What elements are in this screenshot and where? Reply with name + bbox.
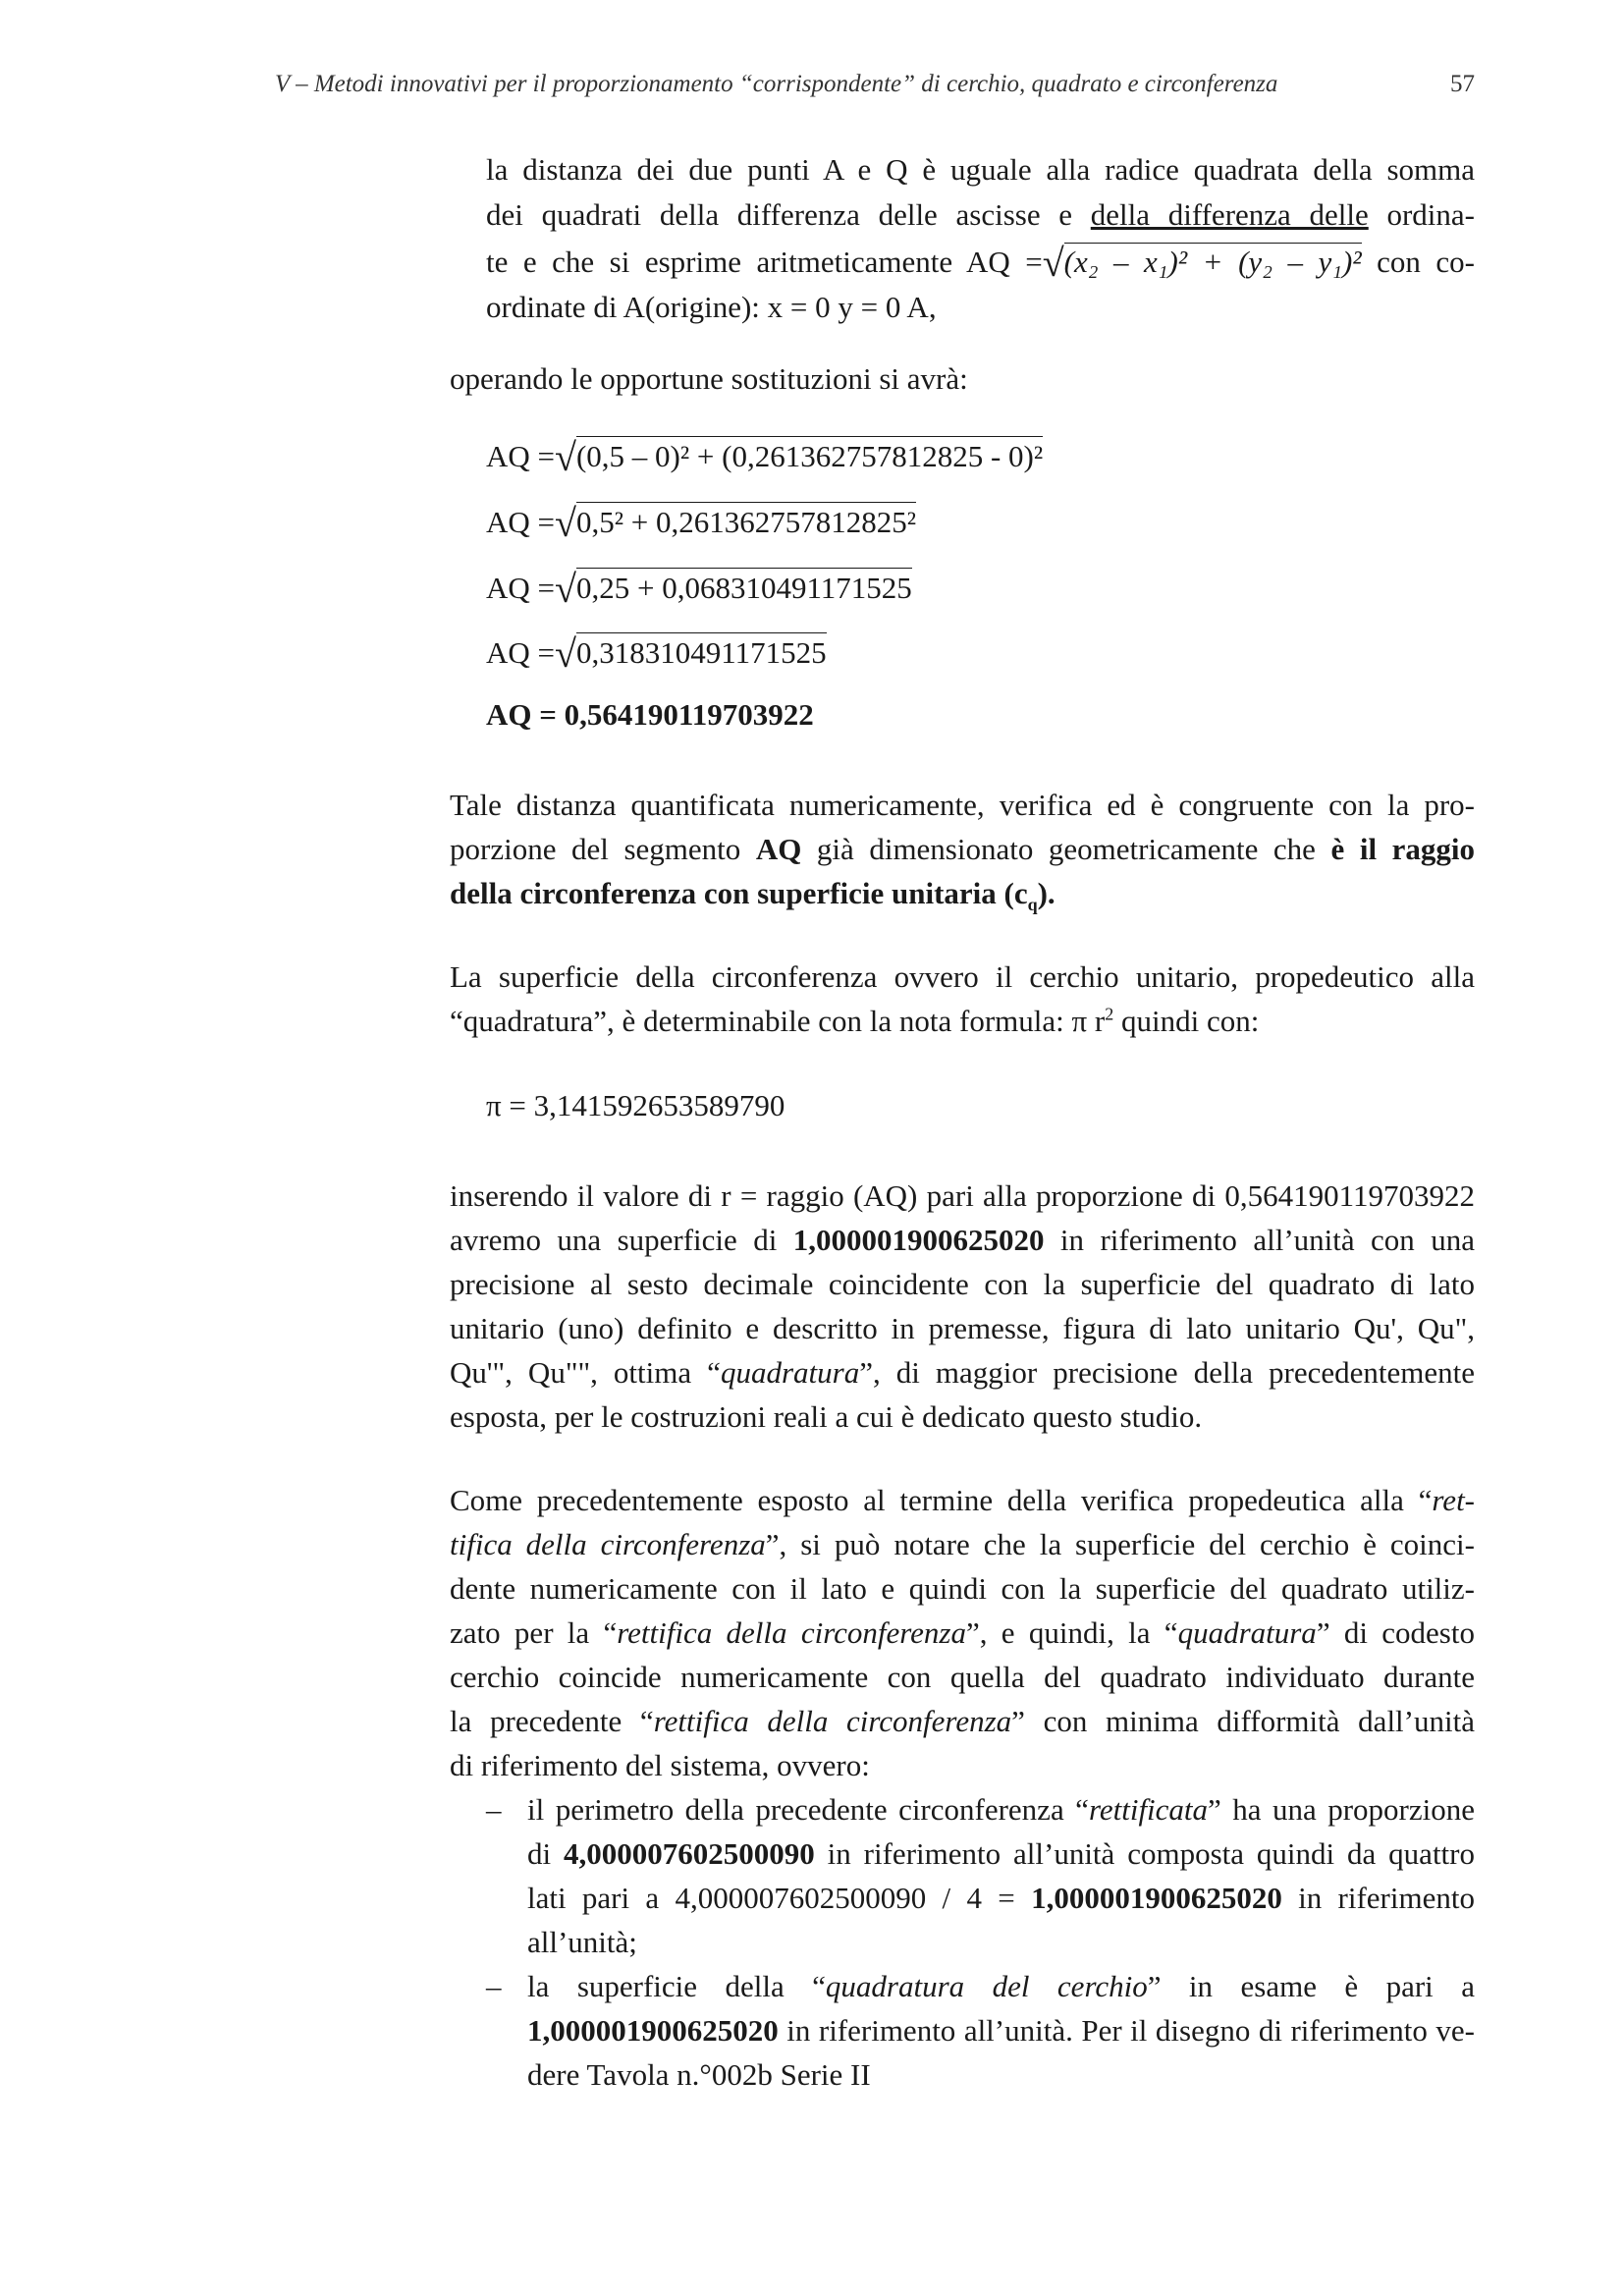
text-line: la distanza dei due punti A e Q è uguale alla radice quadrata della somma (486, 152, 1475, 187)
text-line: cerchio coincide numericamente con quella del quadrato individuato durante (450, 1660, 1475, 1694)
equation-1: AQ =√(0,5 – 0)² + (0,261362757812825 - 0)² (486, 435, 1044, 479)
underlined-text: della differenza delle (1090, 196, 1369, 232)
text-line: lati pari a 4,000007602500090 / 4 = 1,000001900625020 in riferimento (527, 1881, 1475, 1915)
text-line: zato per la “rettifica della circonferenza”, e quindi, la “quadratura” di codesto (450, 1615, 1475, 1650)
square-root-icon: √ (555, 435, 576, 479)
text-line: della circonferenza con superficie unitaria $(c_q)$. (450, 876, 1056, 915)
square-root-icon: √ (1042, 241, 1064, 285)
text-line: esposta, per le costruzioni reali a cui è dedicato questo studio. (450, 1399, 1203, 1434)
text-line: La superficie della circonferenza ovvero il cerchio unitario, propedeutico alla (450, 959, 1475, 994)
list-item (486, 1964, 1475, 2097)
paragraph-verification (450, 783, 1475, 915)
paragraph-surface-result (450, 1174, 1475, 1439)
running-header (275, 71, 1475, 98)
text-line: “quadratura”, è determinabile con la nota formula: π $r^2$ quindi con: (450, 1004, 1260, 1038)
text-line: porzione del segmento AQ già dimensionato geometricamente che è il raggio (450, 832, 1475, 866)
list-dash: – (486, 1792, 502, 1827)
text-line: tifica della circonferenza”, si può notare che la superficie del cerchio è coinci- (450, 1527, 1475, 1561)
distance-formula: (x₂ – x₁)² + (y₂ – y₁)² (1063, 245, 1362, 279)
paragraph-comparison (450, 1478, 1475, 1787)
text-line: dere Tavola n.°002b Serie II (527, 2057, 871, 2092)
equation-4: AQ =√0,318310491171525 (486, 631, 827, 676)
square-root-icon: √ (555, 567, 576, 611)
running-title: V – Metodi innovativi per il proporzionamento “corrispondente” di cerchio, quadrato e circonferenza (275, 71, 1278, 97)
text-line: ordinate di A(origine): x = 0 y = 0 A, (486, 289, 937, 324)
text-line: di riferimento del sistema, ovvero: (450, 1748, 870, 1782)
square-root-icon: √ (555, 501, 576, 545)
intro-text: operando le opportune sostituzioni si avrà: (450, 361, 968, 396)
text-line: la superficie della “quadratura del cerchio” in esame è pari a (527, 1969, 1475, 2003)
text-line: precisione al sesto decimale coincidente con la superficie del quadrato di lato (450, 1267, 1475, 1301)
paragraph-unit-circle (450, 955, 1475, 1043)
square-root-icon: √ (555, 631, 576, 676)
text-line: Come precedentemente esposto al termine della verifica propedeutica alla “ret- (450, 1483, 1475, 1517)
equation-result: AQ = 0,564190119703922 (486, 697, 814, 732)
equation-3: AQ =√0,25 + 0,068310491171525 (486, 567, 912, 611)
text-line: unitario (uno) definito e descritto in premesse, figura di lato unitario Qu', Qu", (450, 1311, 1475, 1345)
text-line: il perimetro della precedente circonferenza “rettificata” ha una proporzione (527, 1792, 1475, 1827)
text-line: di 4,000007602500090 in riferimento all’unità composta quindi da quattro (527, 1836, 1475, 1871)
text-line: la precedente “rettifica della circonferenza” con minima difformità dall’unità (450, 1704, 1475, 1738)
text-line: 1,000001900625020 in riferimento all’unità. Per il disegno di riferimento ve- (527, 2013, 1475, 2048)
text-line: avremo una superficie di 1,000001900625020 in riferimento all’unità con una (450, 1223, 1475, 1257)
page-number: 57 (1450, 71, 1475, 97)
text-line: inserendo il valore di r = raggio (AQ) pari alla proporzione di 0,564190119703922 (450, 1178, 1475, 1213)
paragraph-distance-definition (486, 147, 1475, 329)
list-item (486, 1787, 1475, 1964)
list-dash: – (486, 1969, 502, 2003)
text-line: Qu'", Qu"", ottima “quadratura”, di maggior precisione della precedentemente (450, 1355, 1475, 1390)
text-line: all’unità; (527, 1925, 637, 1959)
text-line: dente numericamente con il lato e quindi con la superficie del quadrato utiliz- (450, 1571, 1475, 1606)
text-line: Tale distanza quantificata numericamente, verifica ed è congruente con la pro- (450, 788, 1475, 822)
pi-value: π = 3,141592653589790 (486, 1088, 785, 1122)
text-line: te e che si esprime aritmeticamente AQ =√(x₂ – x₁)² + (y₂ – y₁)² con co- (486, 241, 1476, 285)
text-line: dei quadrati della differenza delle ascisse e della differenza delle ordina- (486, 196, 1475, 232)
equation-2: AQ =√0,5² + 0,261362757812825² (486, 501, 917, 545)
